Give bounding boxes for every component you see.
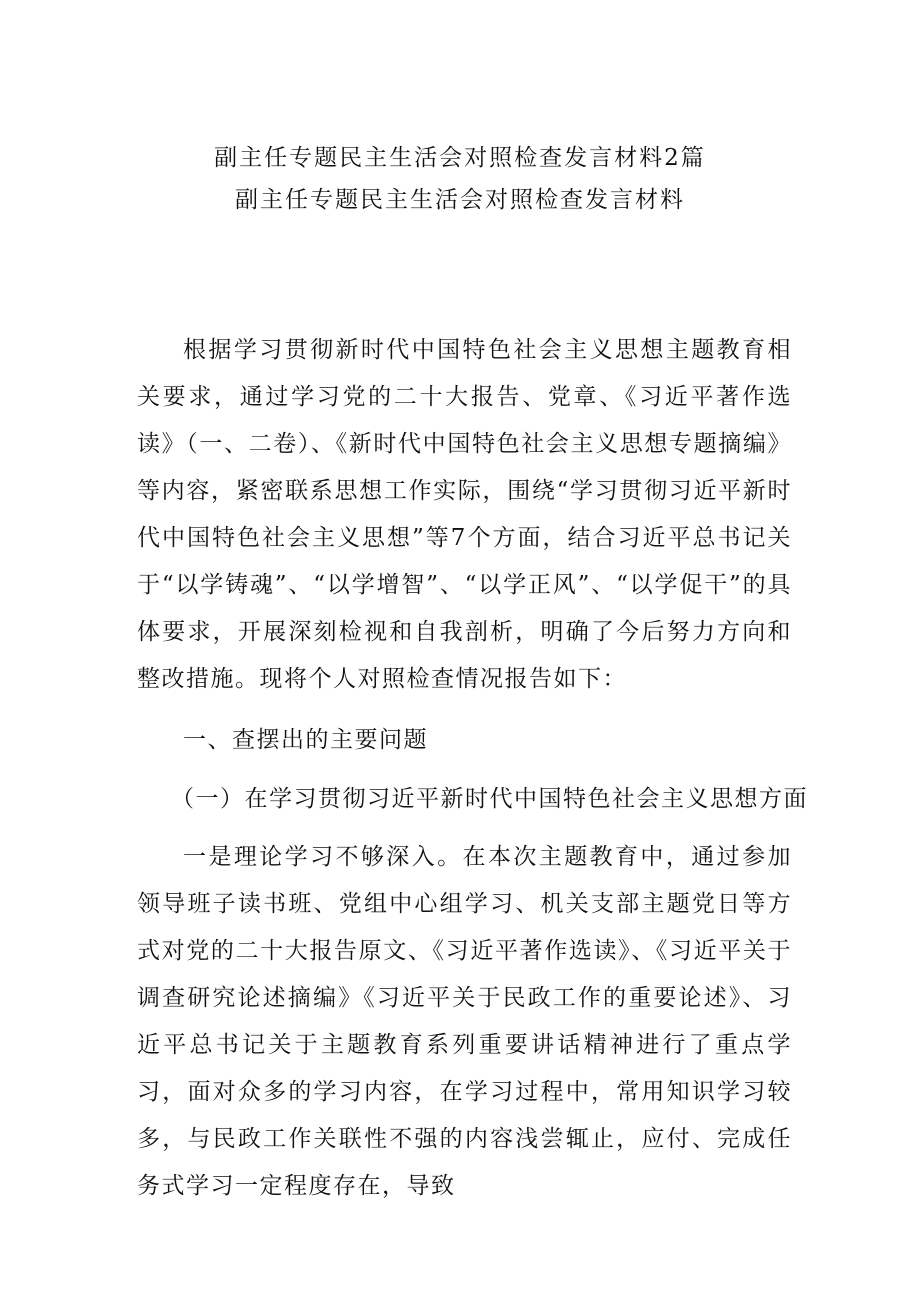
- subsection-heading: （一）在学习贯彻习近平新时代中国特色社会主义思想方面: [171, 786, 808, 812]
- intro-paragraph: 根据学习贯彻新时代中国特色社会主义思想主题教育相关要求，通过学习党的二十大报告、党章、《习近平著作选读》（一、二卷）、《新时代中国特色社会主义思想专题摘编》等内容，紧密联系思想工作实际，围绕“学习贯彻习近平新时代中国特色社会主义思想”等7个方面，结合习近平总书记关于“以学铸魂”、“以学增智”、“以学正风”、“以学促干”的具体要求，开展深刻检视和自我剖析，明确了今后努力方向和整改措施。现将个人对照检查情况报告如下：: [137, 337, 792, 692]
- document-title: 副主任专题民主生活会对照检查发言材料2篇: [214, 145, 706, 171]
- document-subtitle: 副主任专题民主生活会对照检查发言材料: [235, 187, 685, 213]
- section-heading: 一、查摆出的主要问题: [183, 727, 428, 753]
- point-paragraph: 一是理论学习不够深入。在本次主题教育中，通过参加领导班子读书班、党组中心组学习、机关支部主题党日等方式对党的二十大报告原文、《习近平著作选读》、《习近平关于调查研究论述摘编》《习近平关于民政工作的重要论述》、习近平总书记关于主题教育系列重要讲话精神进行了重点学习，面对众多的学习内容，在学习过程中，常用知识学习较多，与民政工作关联性不强的内容浅尝辄止，应付、完成任务式学习一定程度存在，导致: [137, 844, 792, 1199]
